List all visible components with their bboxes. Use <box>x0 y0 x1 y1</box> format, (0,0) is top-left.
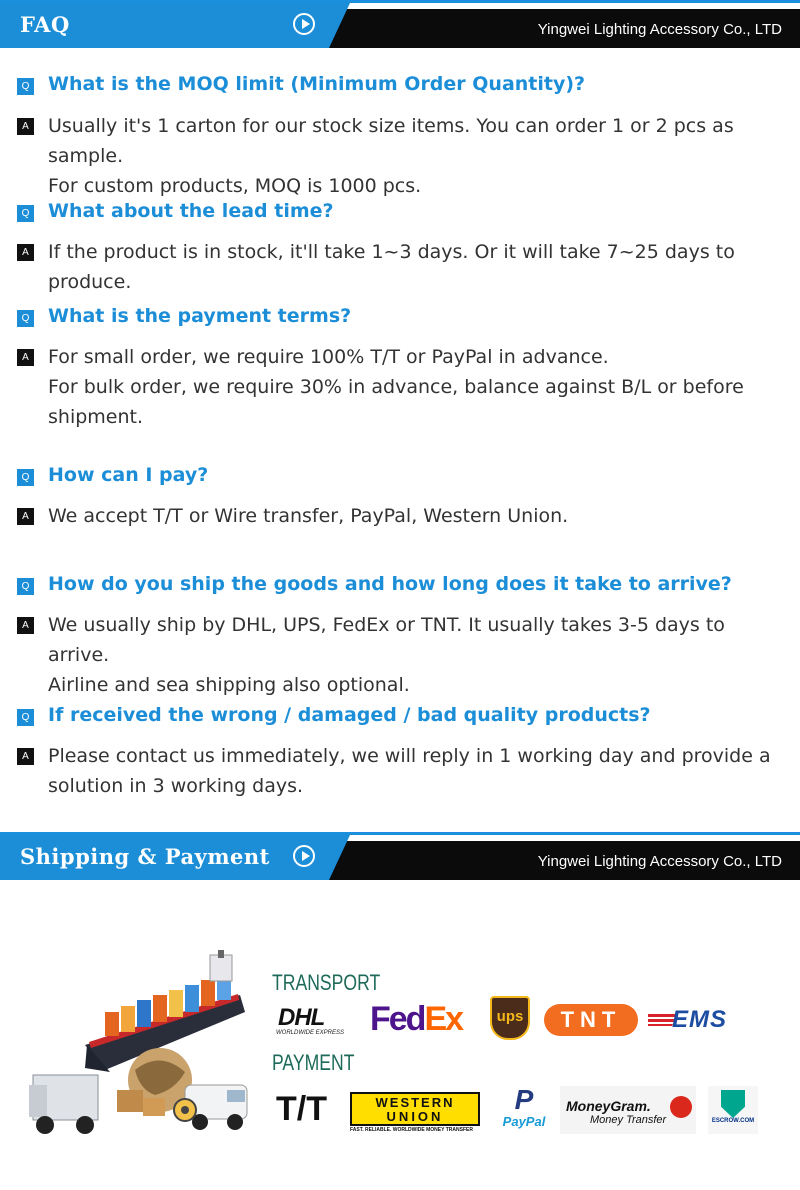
tnt-text: TNT <box>560 1007 622 1032</box>
moneygram-text: MoneyGram. <box>566 1098 651 1114</box>
fedex-fed: Fed <box>370 1000 425 1038</box>
payment-label: PAYMENT <box>272 1050 355 1075</box>
question-lead-time: What about the lead time? <box>48 200 334 222</box>
banner-top-line <box>0 0 800 3</box>
answer-line: Please contact us immediately, we will reply in 1 working day and provide a <box>48 745 771 767</box>
question-moq: What is the MOQ limit (Minimum Order Quantity)? <box>48 73 586 95</box>
ems-text: EMS <box>672 1006 728 1033</box>
wu-line1: WESTERN <box>375 1095 455 1110</box>
answer-marker: A <box>17 244 34 261</box>
paypal-logo <box>498 1086 550 1136</box>
answer-line: solution in 3 working days. <box>48 775 304 797</box>
answer-line: Airline and sea shipping also optional. <box>48 674 410 696</box>
paypal-text: PayPal <box>502 1114 546 1129</box>
play-arrow-icon <box>293 13 315 35</box>
banner-top-line <box>0 832 800 835</box>
answer-how-pay <box>48 501 788 531</box>
wu-subtext: FAST. RELIABLE. WORLDWIDE MONEY TRANSFER <box>350 1127 473 1133</box>
question-marker: Q <box>17 205 34 222</box>
ems-logo <box>648 1006 756 1034</box>
wu-block <box>350 1092 480 1126</box>
play-arrow-icon <box>293 845 315 867</box>
ups-text: ups <box>496 1008 524 1025</box>
moneygram-subtext: Money Transfer <box>590 1114 667 1126</box>
escrow-shield-icon <box>721 1090 745 1118</box>
dhl-text: DHL <box>278 1004 325 1031</box>
question-marker: Q <box>17 78 34 95</box>
paypal-mark: P <box>514 1084 534 1115</box>
question-wrong-products: If received the wrong / damaged / bad quality products? <box>48 704 651 726</box>
question-shipping: How do you ship the goods and how long does it take to arrive? <box>48 573 732 595</box>
shipping-banner <box>0 832 800 880</box>
answer-line: Usually it's 1 carton for our stock size items. You can order 1 or 2 pcs as sample. <box>48 115 734 167</box>
answer-line: For custom products, MOQ is 1000 pcs. <box>48 175 422 197</box>
answer-marker: A <box>17 508 34 525</box>
escrow-logo <box>708 1086 758 1134</box>
answer-marker: A <box>17 617 34 634</box>
company-name: Yingwei Lighting Accessory Co., LTD <box>537 853 782 870</box>
answer-line: shipment. <box>48 406 144 428</box>
answer-marker: A <box>17 748 34 765</box>
question-marker: Q <box>17 709 34 726</box>
shipping-payment-graphic <box>0 940 800 1150</box>
company-name: Yingwei Lighting Accessory Co., LTD <box>537 21 782 38</box>
transport-label: TRANSPORT <box>272 970 381 995</box>
answer-marker: A <box>17 349 34 366</box>
fedex-ex: Ex <box>424 1000 463 1038</box>
escrow-text: ESCROW.COM <box>711 1118 755 1124</box>
tt-logo: T/T <box>276 1090 327 1128</box>
answer-shipping <box>48 610 788 700</box>
moneygram-globe-icon <box>670 1096 692 1118</box>
ups-logo <box>490 996 530 1040</box>
answer-line: We accept T/T or Wire transfer, PayPal, Western Union. <box>48 505 569 527</box>
cargo-illustration <box>25 950 270 1150</box>
answer-moq <box>48 111 788 201</box>
faq-banner <box>0 0 800 48</box>
dhl-logo <box>270 1006 358 1036</box>
answer-wrong-products <box>48 741 788 801</box>
fedex-logo <box>370 1000 462 1039</box>
answer-line: For small order, we require 100% T/T or PayPal in advance. <box>48 346 609 368</box>
question-marker: Q <box>17 310 34 327</box>
tnt-logo <box>544 1004 638 1036</box>
dhl-subtext: WORLDWIDE EXPRESS <box>276 1030 345 1036</box>
faq-title: FAQ <box>20 12 70 37</box>
shipping-title: Shipping & Payment <box>20 844 270 869</box>
answer-line: For bulk order, we require 30% in advance, balance against B/L or before <box>48 376 744 398</box>
wu-line2: UNION <box>386 1109 444 1124</box>
answer-line: If the product is in stock, it'll take 1~3 days. Or it will take 7~25 days to produce. <box>48 241 735 293</box>
answer-line: We usually ship by DHL, UPS, FedEx or TNT. It usually takes 3-5 days to arrive. <box>48 614 725 666</box>
answer-payment-terms <box>48 342 788 432</box>
question-how-pay: How can I pay? <box>48 464 209 486</box>
question-marker: Q <box>17 469 34 486</box>
question-marker: Q <box>17 578 34 595</box>
answer-lead-time <box>48 237 788 297</box>
answer-marker: A <box>17 118 34 135</box>
question-payment-terms: What is the payment terms? <box>48 305 352 327</box>
western-union-logo <box>350 1092 482 1136</box>
moneygram-logo <box>560 1086 696 1134</box>
